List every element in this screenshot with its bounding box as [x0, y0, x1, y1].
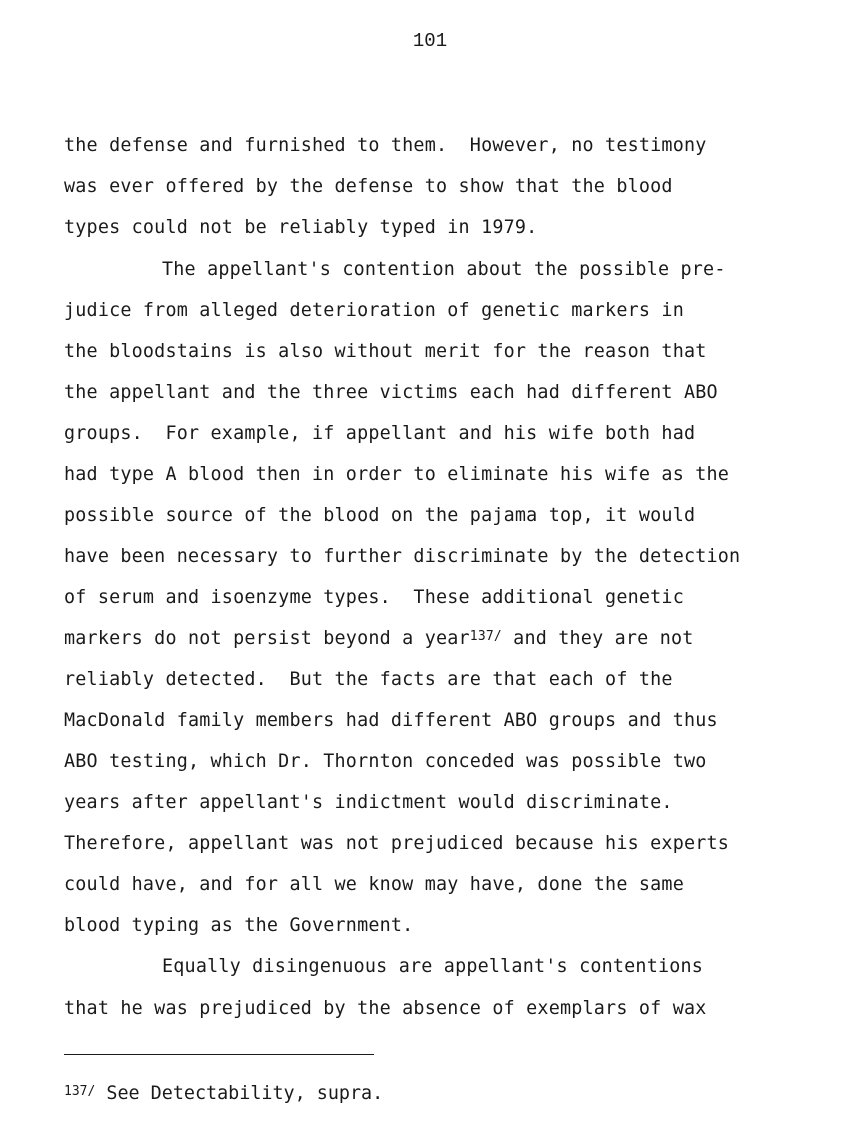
body-line: judice from alleged deterioration of genetic markers in [64, 300, 684, 321]
body-line: The appellant's contention about the possible pre- [162, 259, 726, 280]
page-number: 101 [412, 30, 448, 52]
body-line: groups. For example, if appellant and his wife both had [64, 423, 696, 444]
body-line-fragment: markers do not persist beyond a year [64, 628, 470, 649]
body-line: Therefore, appellant was not prejudiced because his experts [64, 833, 730, 854]
body-line: that he was prejudiced by the absence of exemplars of wax [64, 998, 707, 1019]
body-line: types could not be reliably typed in 1979. [64, 217, 538, 238]
footnote-text: See Detectability, supra. [95, 1083, 384, 1104]
body-line: the appellant and the three victims each had different ABO [64, 382, 718, 403]
body-line: could have, and for all we know may have, done the same [64, 874, 684, 895]
body-line: possible source of the blood on the pajama top, it would [64, 505, 696, 526]
body-line: had type A blood then in order to eliminate his wife as the [64, 464, 730, 485]
body-line: years after appellant's indictment would discriminate. [64, 792, 673, 813]
footnote-marker: 137/ [64, 1084, 96, 1099]
body-line: the defense and furnished to them. However, no testimony [64, 135, 707, 156]
footnote-reference: 137/ [469, 629, 502, 644]
body-line: the bloodstains is also without merit for the reason that [64, 341, 707, 362]
body-line: of serum and isoenzyme types. These additional genetic [64, 587, 684, 608]
body-line-fragment: and they are not [501, 628, 694, 649]
body-line: reliably detected. But the facts are that each of the [64, 669, 673, 690]
body-line: blood typing as the Government. [64, 915, 414, 936]
body-line: have been necessary to further discriminate by the detection [64, 546, 741, 567]
body-line: MacDonald family members had different ABO groups and thus [64, 710, 718, 731]
footnote [64, 1082, 383, 1108]
body-line: Equally disingenuous are appellant's contentions [162, 956, 704, 977]
footnote-divider [64, 1054, 374, 1055]
body-line: was ever offered by the defense to show that the blood [64, 176, 673, 197]
body-line-with-footnote-ref [64, 627, 694, 653]
body-line: ABO testing, which Dr. Thornton conceded was possible two [64, 751, 707, 772]
